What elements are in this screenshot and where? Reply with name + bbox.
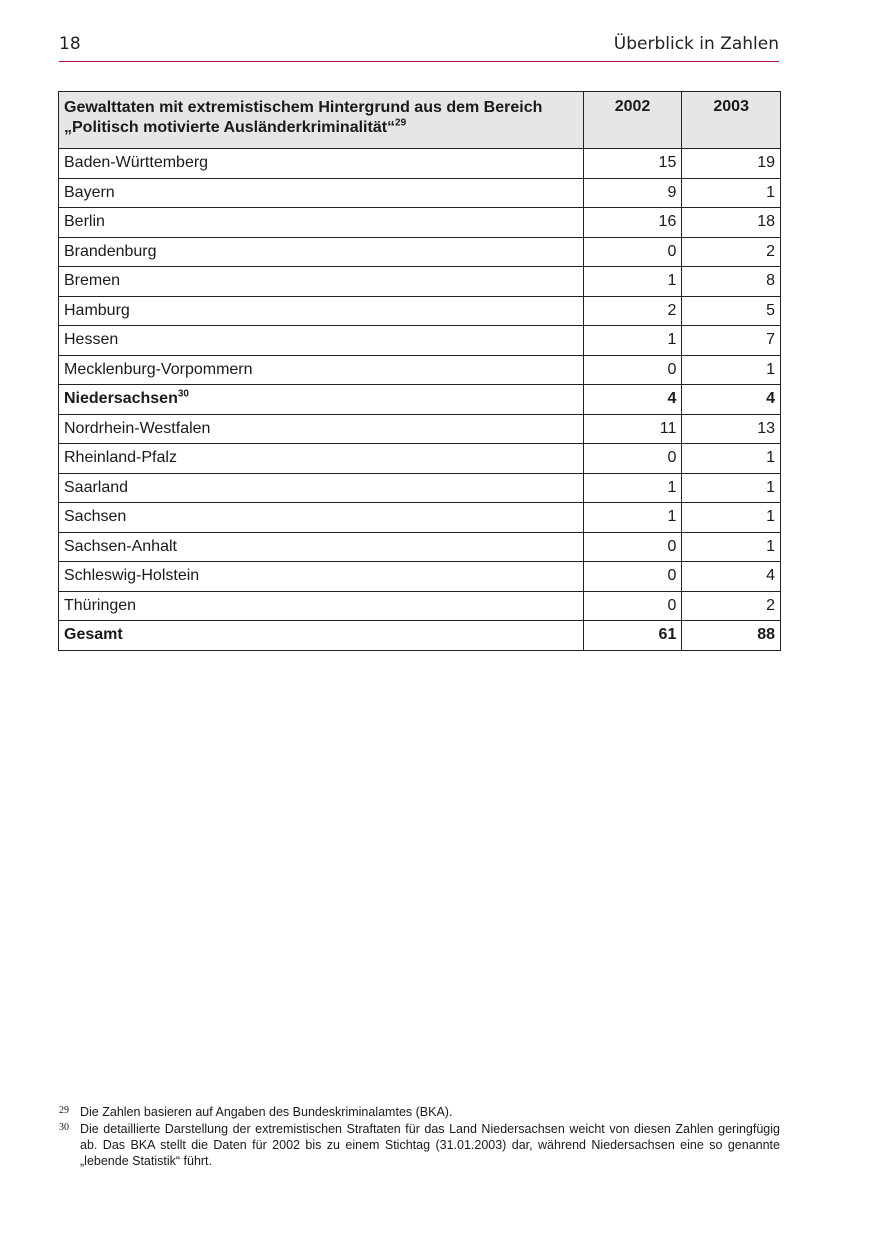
value-2002: 1 — [583, 267, 682, 297]
state-name: Nordrhein-Westfalen — [64, 419, 211, 437]
footnote-ref: 30 — [177, 388, 189, 400]
value-2002: 61 — [583, 621, 682, 651]
table-row — [59, 562, 781, 592]
footnote-text: Die detaillierte Darstellung der extremistischen Straftaten für das Land Niedersachsen weicht von diesen Zahlen geringfügig ab. Das BKA stellt die Daten für 2002 bis zu einem Stichtag (31.01.2003) dar, während Niedersachsen eine so genannte „lebende Statistik“ führt. — [80, 1122, 780, 1168]
value-2003: 13 — [682, 414, 781, 444]
value-2003: 1 — [682, 473, 781, 503]
footnote-29 — [59, 1104, 780, 1120]
state-cell — [59, 149, 584, 179]
value-2002: 1 — [583, 326, 682, 356]
table-row — [59, 178, 781, 208]
state-name: Bayern — [64, 183, 115, 201]
table-row — [59, 503, 781, 533]
state-cell — [59, 444, 584, 474]
state-cell — [59, 414, 584, 444]
value-2002: 0 — [583, 444, 682, 474]
value-2002: 11 — [583, 414, 682, 444]
state-cell — [59, 503, 584, 533]
state-name: Brandenburg — [64, 242, 157, 260]
page-header — [59, 34, 779, 62]
state-name: Berlin — [64, 213, 105, 231]
table-row — [59, 621, 781, 651]
state-name: Schleswig-Holstein — [64, 567, 200, 585]
value-2002: 16 — [583, 208, 682, 238]
column-header-2003: 2003 — [682, 92, 781, 149]
footnote-number: 30 — [59, 1122, 69, 1133]
state-name: Thüringen — [64, 596, 137, 614]
value-2002: 0 — [583, 591, 682, 621]
column-header-2002: 2002 — [583, 92, 682, 149]
footnote-text: Die Zahlen basieren auf Angaben des Bundeskriminalamtes (BKA). — [80, 1105, 453, 1119]
value-2003: 88 — [682, 621, 781, 651]
state-name: Niedersachsen — [64, 390, 178, 408]
table-row — [59, 355, 781, 385]
value-2003: 2 — [682, 237, 781, 267]
state-cell — [59, 473, 584, 503]
state-cell — [59, 562, 584, 592]
state-cell — [59, 385, 584, 415]
state-cell — [59, 532, 584, 562]
state-cell — [59, 178, 584, 208]
state-name: Gesamt — [64, 626, 123, 644]
value-2002: 0 — [583, 355, 682, 385]
table-row — [59, 532, 781, 562]
footnote-number: 29 — [59, 1105, 69, 1116]
page-number: 18 — [59, 34, 81, 54]
table-row — [59, 385, 781, 415]
value-2003: 7 — [682, 326, 781, 356]
value-2002: 0 — [583, 532, 682, 562]
state-name: Sachsen — [64, 508, 127, 526]
table-row — [59, 208, 781, 238]
value-2003: 4 — [682, 562, 781, 592]
table-row — [59, 414, 781, 444]
table-row — [59, 149, 781, 179]
state-name: Mecklenburg-Vorpommern — [64, 360, 253, 378]
table-row — [59, 473, 781, 503]
table-row — [59, 591, 781, 621]
table-row — [59, 237, 781, 267]
value-2003: 2 — [682, 591, 781, 621]
state-name: Rheinland-Pfalz — [64, 449, 177, 467]
value-2003: 8 — [682, 267, 781, 297]
state-cell — [59, 237, 584, 267]
statistics-table — [58, 91, 781, 651]
value-2003: 4 — [682, 385, 781, 415]
state-cell — [59, 267, 584, 297]
state-cell — [59, 208, 584, 238]
value-2003: 1 — [682, 444, 781, 474]
table-row — [59, 326, 781, 356]
table-title: Gewalttaten mit extremistischem Hintergrund aus dem Bereich „Politisch motivierte Ausländerkriminalität“ — [64, 99, 543, 136]
value-2003: 1 — [682, 178, 781, 208]
value-2003: 19 — [682, 149, 781, 179]
state-name: Saarland — [64, 478, 129, 496]
footnotes — [59, 1104, 780, 1170]
state-cell — [59, 591, 584, 621]
value-2002: 9 — [583, 178, 682, 208]
table-row — [59, 296, 781, 326]
value-2002: 2 — [583, 296, 682, 326]
value-2003: 18 — [682, 208, 781, 238]
footnote-ref: 29 — [395, 117, 407, 129]
table-row — [59, 444, 781, 474]
header-rule — [59, 61, 779, 62]
state-name: Hessen — [64, 331, 119, 349]
state-name: Sachsen-Anhalt — [64, 537, 177, 555]
value-2002: 0 — [583, 562, 682, 592]
value-2003: 1 — [682, 532, 781, 562]
value-2003: 5 — [682, 296, 781, 326]
value-2002: 1 — [583, 503, 682, 533]
footnote-30 — [59, 1121, 780, 1169]
state-name: Hamburg — [64, 301, 130, 319]
state-cell — [59, 355, 584, 385]
value-2002: 4 — [583, 385, 682, 415]
table-row — [59, 267, 781, 297]
state-cell — [59, 296, 584, 326]
value-2003: 1 — [682, 355, 781, 385]
table-title-cell — [59, 92, 584, 149]
state-cell — [59, 326, 584, 356]
state-name: Baden-Württemberg — [64, 154, 209, 172]
value-2003: 1 — [682, 503, 781, 533]
value-2002: 1 — [583, 473, 682, 503]
table-body — [59, 149, 781, 651]
state-cell — [59, 621, 584, 651]
state-name: Bremen — [64, 272, 121, 290]
table-header-row — [59, 92, 781, 149]
value-2002: 15 — [583, 149, 682, 179]
running-title: Überblick in Zahlen — [613, 34, 779, 54]
value-2002: 0 — [583, 237, 682, 267]
